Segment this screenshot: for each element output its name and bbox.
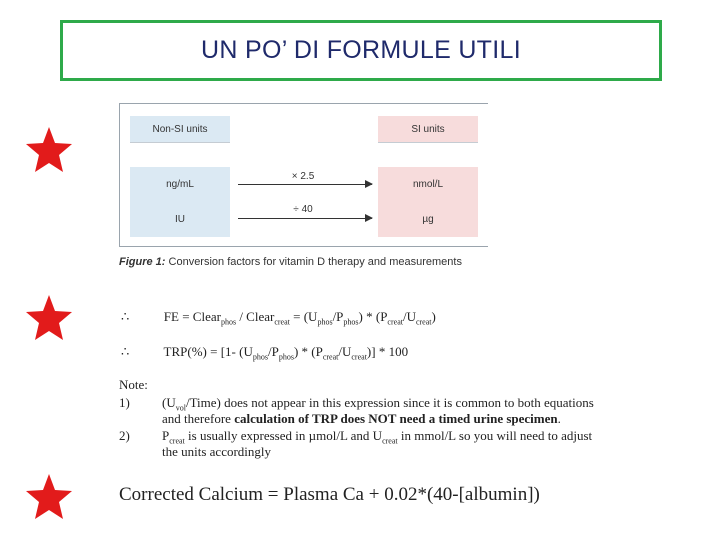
arrow-right-icon [238,218,372,219]
formula-text: /P [267,344,279,359]
non-si-cell: IU [130,201,230,237]
formula-text: ) * (P [358,309,388,324]
conversion-factor: × 2.5 [291,171,315,182]
formula-text: )] * 100 [366,344,409,359]
caption-text: Conversion factors for vitamin D therapy and measurements [165,256,462,268]
therefore-symbol: ∴ [121,309,130,324]
therefore-symbol: ∴ [121,344,130,359]
note-number: 1) [119,395,130,410]
trp-formula [121,344,408,362]
note-text: is usually expressed in µmol/L and U [184,428,383,443]
note-text: and therefore [162,411,235,426]
note-text: in mmol/L so you will need to adjust [397,428,593,443]
formula-text: ) [431,309,436,324]
formula-sub: phos [220,317,237,327]
conversion-table [119,103,488,247]
star-icon [24,293,74,343]
corrected-calcium-formula: Corrected Calcium = Plasma Ca + 0.02*(40-[albumin]) [119,484,540,505]
note-1-line-2 [162,411,561,427]
note-text: (U [162,395,176,410]
star-shape [26,474,72,519]
note-heading: Note: [119,377,148,392]
formula-sub: phos [278,352,294,362]
note-text: /Time) does not appear in this expression since it is common to both equations [185,395,594,410]
formula-text: / Clear [236,309,275,324]
arrow-right-icon [238,184,372,185]
si-cell: µg [378,201,478,237]
formula-sub: creat [322,352,339,362]
formula-text: ) * (P [293,344,323,359]
note-number: 2) [119,428,130,443]
si-cell: nmol/L [378,167,478,201]
note-2-line-2: the units accordingly [162,444,272,459]
si-header: SI units [378,116,478,143]
note-emphasis: calculation of TRP does NOT need a timed urine specimen [234,411,558,426]
note-text: . [557,411,561,426]
note-2-line-1 [119,428,592,446]
formula-text: = (U [289,309,318,324]
formula-text: /U [402,309,416,324]
note-sub: vol [175,403,186,413]
formula-sub: phos [317,317,333,327]
formula-text: FE = Clear [163,309,221,324]
note-1-line-1 [119,395,594,413]
fe-formula [121,309,436,327]
formula-sub: creat [274,317,290,327]
figure-caption [119,256,462,268]
formula-sub: creat [351,352,367,362]
star-shape [26,127,72,172]
star-shape [26,295,72,340]
caption-label: Figure 1: [119,256,166,268]
note-sub: creat [382,436,398,446]
slide-title: UN PO’ DI FORMULE UTILI [201,36,521,64]
star-icon [24,125,74,175]
formula-sub: phos [343,317,359,327]
star-icon [24,472,74,522]
conversion-factor: ÷ 40 [293,204,313,215]
formula-sub: creat [415,317,432,327]
note-sub: creat [169,436,185,446]
formula-text: /P [332,309,344,324]
note-text: P [162,428,170,443]
non-si-cell: ng/mL [130,167,230,201]
formula-sub: phos [252,352,268,362]
slide-title-box [60,20,662,81]
formula-text: /U [338,344,352,359]
formula-sub: creat [387,317,403,327]
non-si-header: Non-SI units [130,116,230,143]
formula-text: TRP(%) = [1- (U [163,344,253,359]
